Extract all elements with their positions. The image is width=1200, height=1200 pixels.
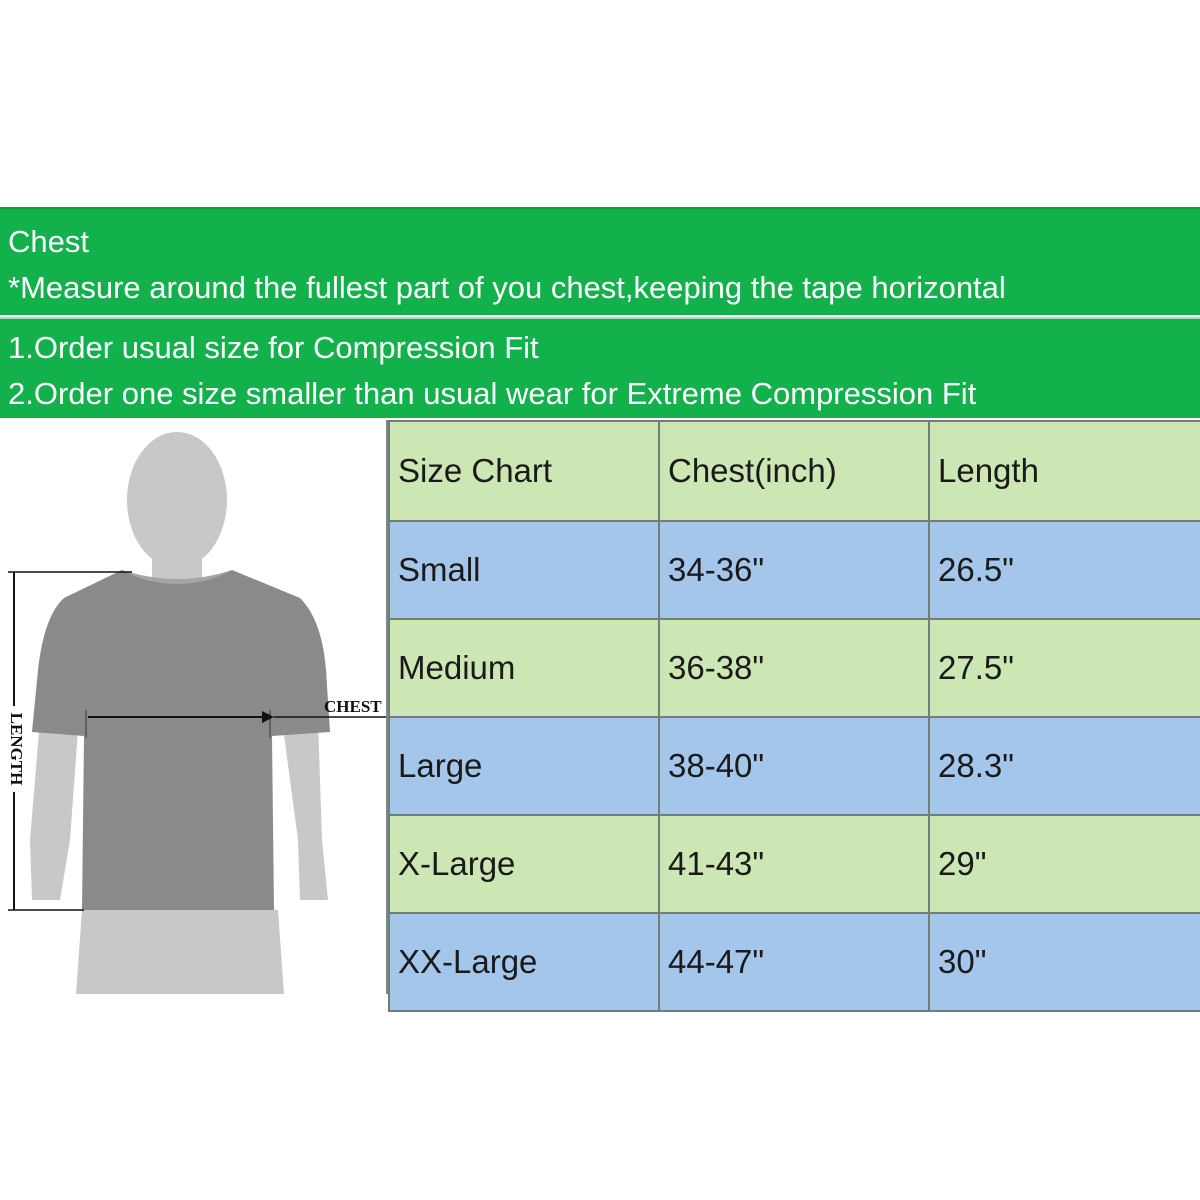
chest-cell: 38-40"	[659, 717, 929, 815]
table-row	[389, 619, 1200, 717]
size-cell: Large	[389, 717, 659, 815]
table-row	[389, 913, 1200, 1011]
size-cell: Medium	[389, 619, 659, 717]
measurement-figure	[0, 420, 388, 994]
table-header-row	[389, 421, 1200, 521]
head-silhouette	[127, 432, 227, 568]
shorts-silhouette	[76, 910, 284, 994]
header-length: Length	[929, 421, 1200, 521]
size-cell: X-Large	[389, 815, 659, 913]
tshirt-figure-illustration	[0, 420, 388, 994]
chest-cell: 44-47"	[659, 913, 929, 1011]
chest-cell: 36-38"	[659, 619, 929, 717]
compression-fit-note: 1.Order usual size for Compression Fit	[8, 330, 539, 365]
size-cell: XX-Large	[389, 913, 659, 1011]
chest-measure-note: *Measure around the fullest part of you chest,keeping the tape horizontal	[8, 270, 1006, 305]
length-cell: 26.5"	[929, 521, 1200, 619]
length-cell: 30"	[929, 913, 1200, 1011]
left-arm-silhouette	[30, 720, 78, 900]
header-size: Size Chart	[389, 421, 659, 521]
length-cell: 29"	[929, 815, 1200, 913]
length-label: LENGTH	[7, 712, 27, 786]
chest-label: CHEST	[324, 697, 382, 716]
size-cell: Small	[389, 521, 659, 619]
table-row	[389, 521, 1200, 619]
fit-instructions-banner	[0, 317, 1200, 418]
size-chart-graphic	[0, 207, 1200, 994]
chest-cell: 34-36"	[659, 521, 929, 619]
extreme-compression-fit-note: 2.Order one size smaller than usual wear for Extreme Compression Fit	[8, 376, 977, 411]
header-chest: Chest(inch)	[659, 421, 929, 521]
chest-heading: Chest	[8, 224, 89, 259]
right-arm-silhouette	[282, 720, 328, 900]
table-row	[389, 717, 1200, 815]
table-row	[389, 815, 1200, 913]
length-cell: 27.5"	[929, 619, 1200, 717]
measure-instructions-banner	[0, 207, 1200, 315]
size-chart-table	[388, 420, 1200, 1012]
length-cell: 28.3"	[929, 717, 1200, 815]
chest-cell: 41-43"	[659, 815, 929, 913]
